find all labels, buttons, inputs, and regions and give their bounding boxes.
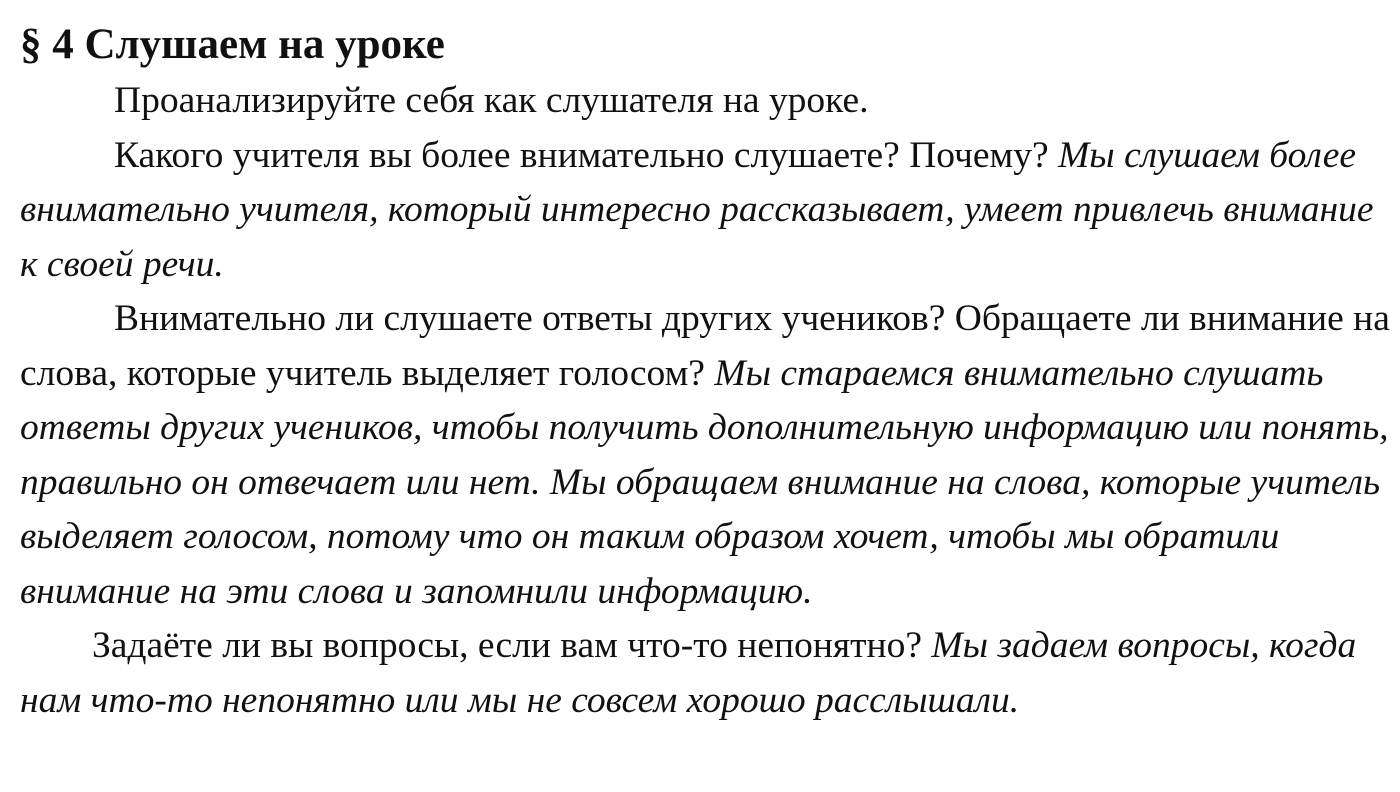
section-title: § 4 Слушаем на уроке [20,21,445,68]
answer-text: Мы стараемся внимательно слушать ответы других учеников, чтобы получить дополнительную информацию или понять, правильно он отвечает или нет. Мы обращаем внимание на слова, которые учитель выделяет голосом, потому что он таким образом хочет, чтобы мы обратили внимание на эти слова и запомнили информацию. [20,352,1389,612]
paragraph-teacher [20,129,1390,293]
question-text: Какого учителя вы более внимательно слушаете? Почему? [114,134,1059,176]
question-text: Проанализируйте себя как слушателя на уроке. [114,80,869,121]
answer-text: Мы слушаем более внимательно учителя, который интересно рассказывает, умеет привлечь внимание к своей речи. [20,134,1374,285]
paragraph-questions [20,619,1390,728]
answer-text: Мы задаем вопросы, когда нам что-то непонятно или мы не совсем хорошо расслышали. [20,625,1357,721]
paragraph-intro [20,74,1390,129]
question-text: Задаёте ли вы вопросы, если вам что-то непонятно? [92,625,932,666]
question-text: Внимательно ли слушаете ответы других учеников? Обращаете ли внимание на слова, которые учитель выделяет голосом? [20,298,1390,394]
paragraph-listening [20,292,1390,619]
